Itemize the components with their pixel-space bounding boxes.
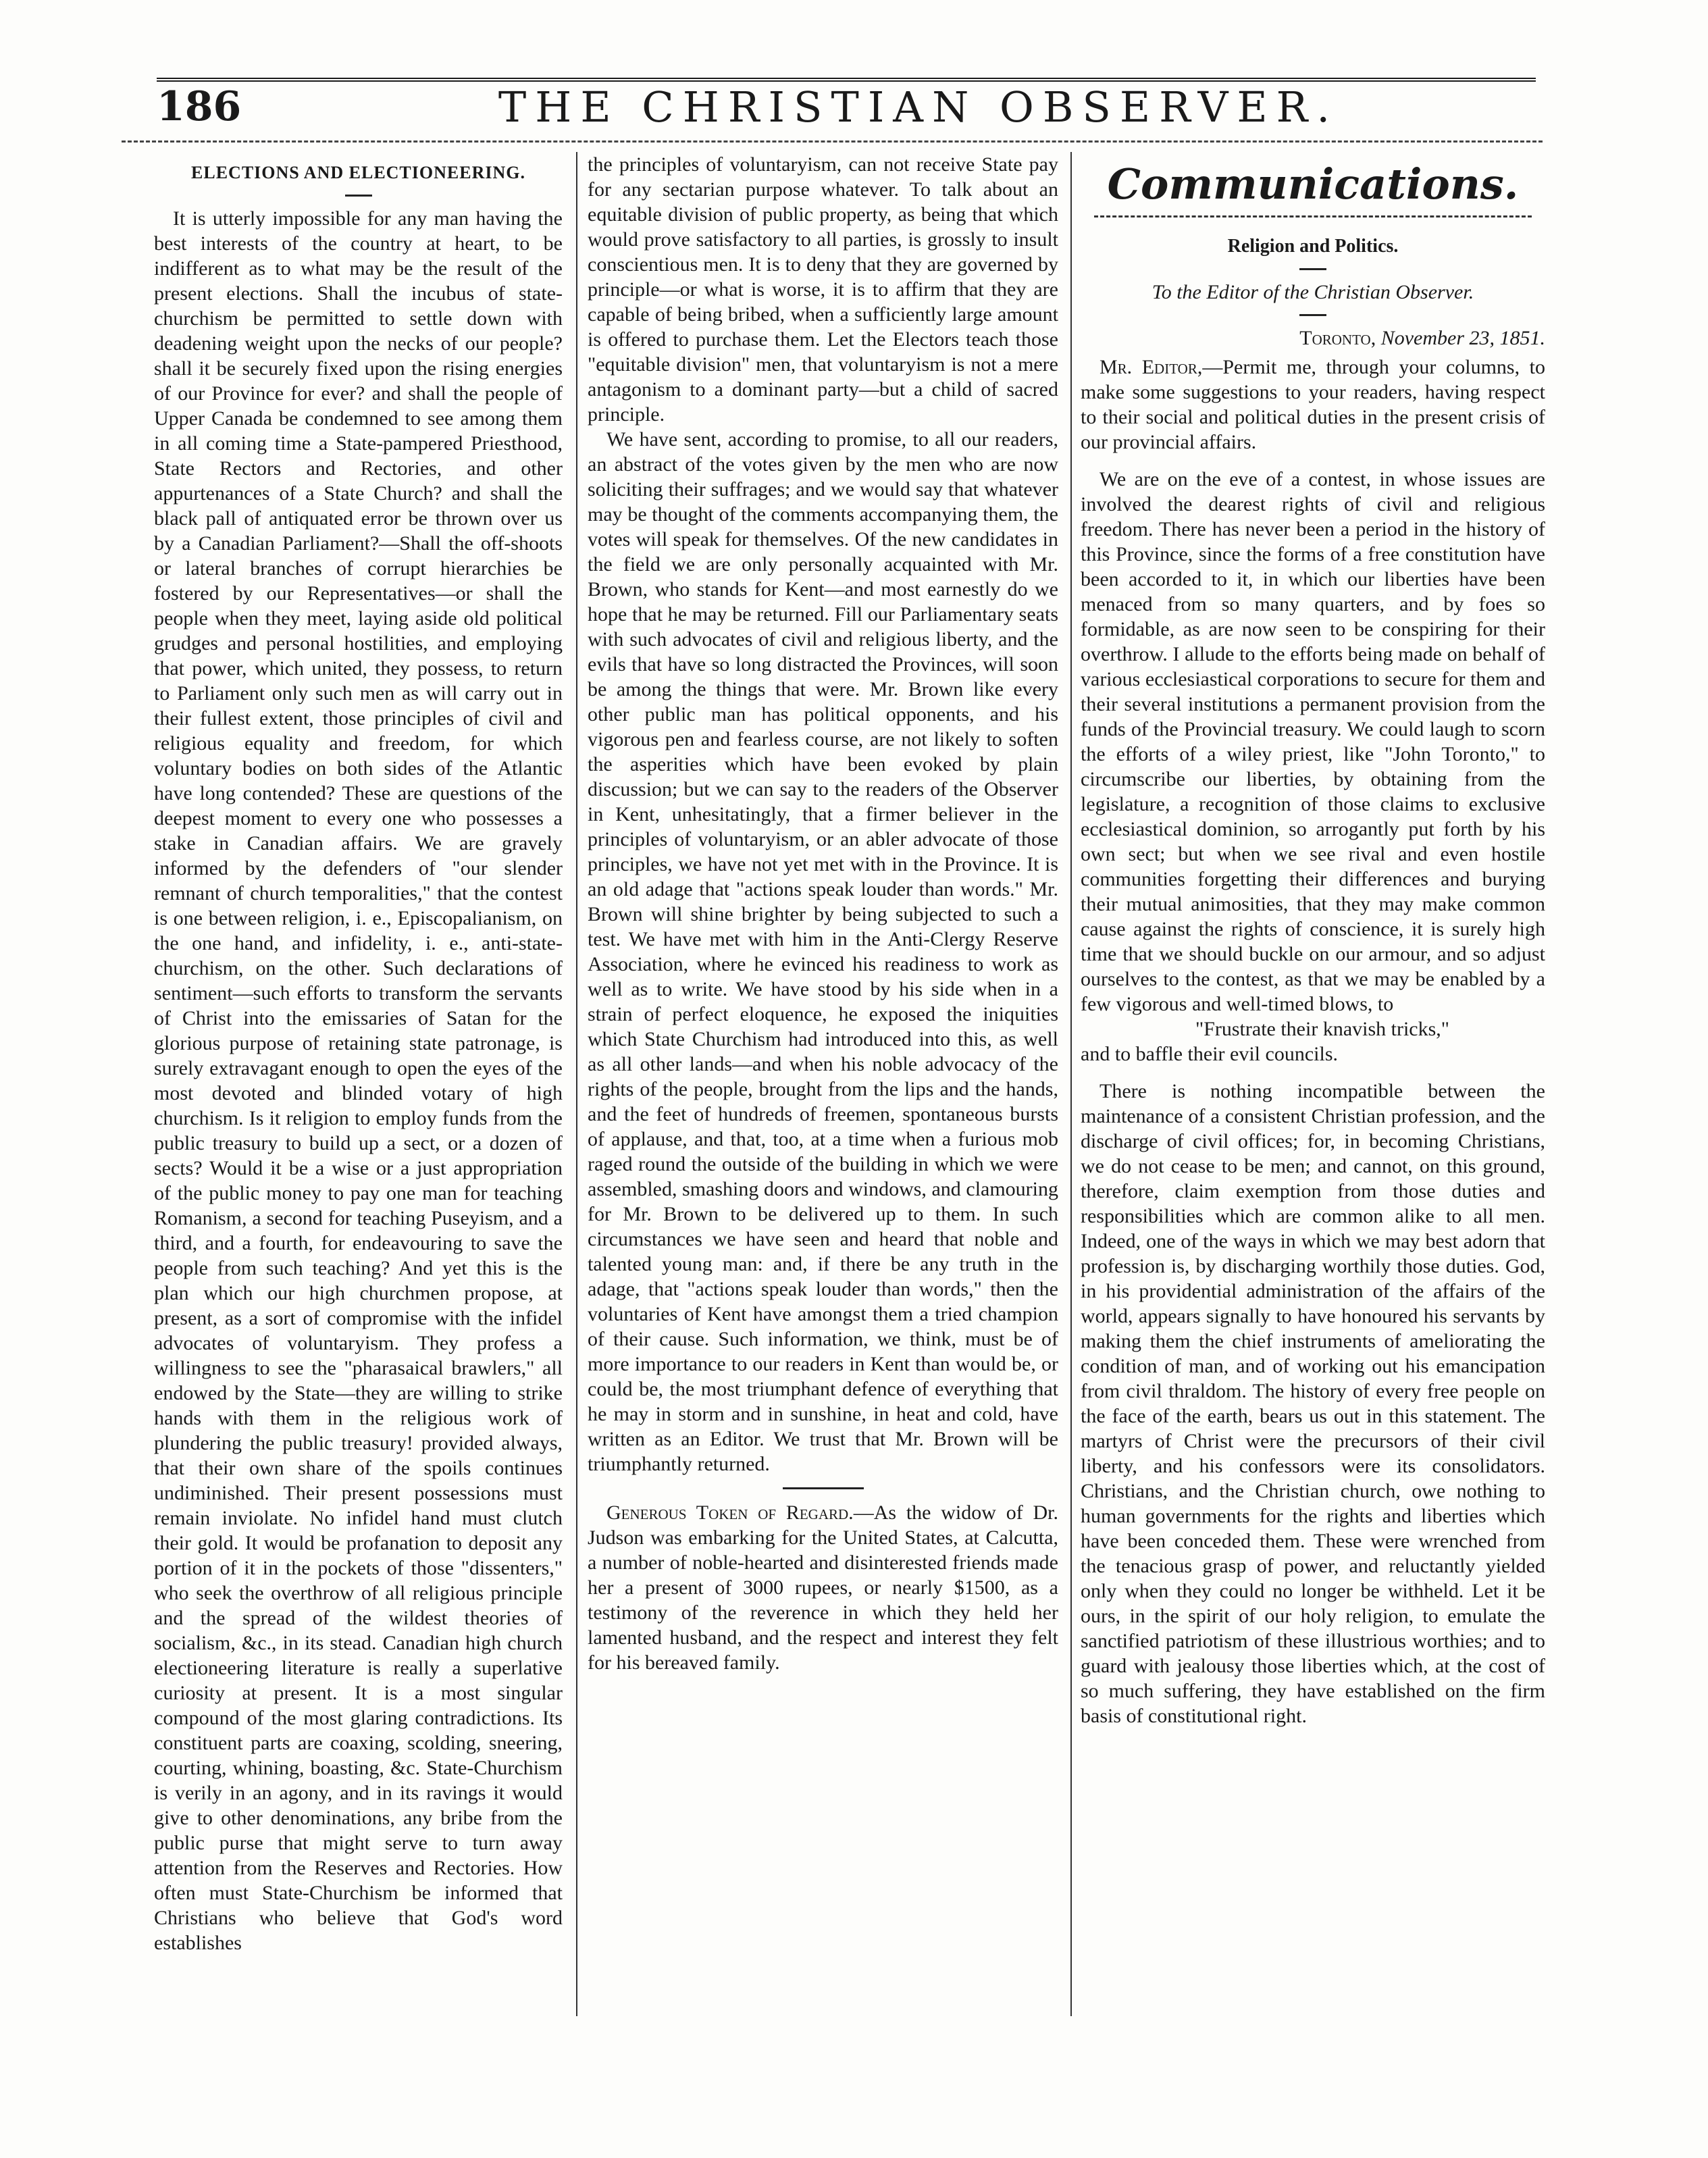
column-2 xyxy=(588,152,1058,2043)
article-title-elections: ELECTIONS AND ELECTIONEERING. xyxy=(191,163,525,182)
letter-paragraph-3: There is nothing incompatible between the maintenance of a consistent Christian profession, and the discharge of civil offices; for, in becoming Christians, we do not cease to be men; and cannot, on this ground, therefore, claim exemption from those duties and responsibilities which are common alike to all men. Indeed, one of the ways in which we may best adorn that profession is, by discharging worthily those duties. God, in his providential administration of the affairs of the world, appears signally to have honoured his servants by making them the chief instruments of ameliorating the condition of man, and of working out his emancipation from civil thraldom. The history of every free people on the face of the earth, bears us out in this statement. The martyrs of Christ were the precursors of their civil liberty, and his confessors were its consolidators. Christians, and the Christian church, owe nothing to human governments for the rights and liberties which have been conceded them. These were wrenched from the tenacious grasp of power, and reluctantly yielded only when they could no longer be withheld. Let it be ours, in the spirit of our holy religion, to emulate the sanctified patriotism of these illustrious worthies; and to guard with jealousy those liberties which, at the cost of so much suffering, they have established on the firm basis of constitutional right. xyxy=(1081,1080,1545,1727)
address-dash xyxy=(1299,314,1326,316)
paragraph-gap xyxy=(1081,455,1545,467)
letter-paragraph-2: We are on the eve of a contest, in whose issues are involved the dearest rights of civil and religious freedom. There has never been a period in the history of this Province, since the forms of a free constitution have been accorded to it, in which our liberties have been menaced from so many quarters, and by foes so formidable, as are now seen to be conspiring for their overthrow. I allude to the efforts being made on behalf of various ecclesiastical corporations to secure for them and their several institutions a permanent provision from the funds of the Provincial treasury. We could laugh to scorn the efforts of a wiley priest, like "John Toronto," to circumscribe our liberties, by obtaining from the legislature, a recognition of those claims to exclusive ecclesiastical dominion, so arrogantly put forth by his own sect; but when we see rival and even hostile communities forgetting their differences and burying their mutual animosities, that they may make common cause against the rights of conscience, it is surely high time that we should buckle on our armour, and so adjust ourselves to the contest, as that we may be enabled by a few vigorous and well-timed blows, to xyxy=(1081,468,1545,1015)
article-body-elections: It is utterly impossible for any man having the best interests of the country at heart, to be indifferent as to what may be the result of the present elections. Shall the incubus of state-churchism be permitted to settle down with deadening weight upon the necks of our people? shall it be securely fixed upon the rising energies of our Province for ever? and shall the people of Upper Canada be condemned to see among them in all coming time a State-pampered Priesthood, State Rectors and Rectories, and other appurtenances of a State Church? and shall the black pall of antiquated error be thrown over us by a Canadian Parliament?—Shall the off-shoots or lateral branches of corrupt hierarchies be fostered by our Representatives—or shall the people when they meet, laying aside old political grudges and personal hostilities, and employing that power, which united, they possess, to return to Parliament only such men as will carry out in their fullest extent, those principles of civil and religious equality and freedom, for which voluntary bodies on both sides of the Atlantic have long contended? These are questions of the deepest moment to every one who possesses a stake in Canadian affairs. We are gravely informed by the defenders of "our slender remnant of church temporalities," that the contest is one between religion, i. e., Episcopalianism, on the one hand, and infidelity, i. e., anti-state-churchism, on the other. Such declarations of sentiment—such efforts to transform the servants of Christ into the emissaries of Satan for the glorious purpose of retaining state patronage, is surely extravagant enough to open the eyes of the most devoted and blinded votary of high churchism. Is it religion to employ funds from the public treasury to build up a sect, or a dozen of sects? Would it be a wise or a just appropriation of the public money to pay one man for teaching Romanism, a second for teaching Puseyism, and a third, and a fourth, for endeavouring to save the people from such teaching? And yet this is the plan which our high churchmen propose, at present, as a sort of compromise with the infidel advocates of voluntaryism. They profess a willingness to see the "pharasaical brawlers," all endowed by the State—they are willing to strike hands with them in the religious work of plundering the public treasury! provided always, that their own share of the spoils continues undiminished. Their present possessions must remain inviolate. No infidel hand must clutch their gold. It would be profanation to deposit any portion of it in the pockets of those "dissenters," who seek the overthrow of all religious principle and the spread of the wildest theories of socialism, &c., in its stead. Canadian high church electioneering literature is really a superlative curiosity at present. It is a most singular compound of the most glaring contradictions. Its constituent parts are coaxing, scolding, sneering, courting, whining, boasting, &c. State-Churchism is verily in an agony, and in its ravings it would give to other denominations, any bribe from the public purse that might serve to turn away attention from the Reserves and Rectories. How often must State-Churchism be informed that Christians who believe that God's word establishes xyxy=(154,207,563,1954)
salutation-body: —Permit me, through your columns, to make some suggestions to your readers, having respect to their social and political duties in the present crisis of our provincial affairs. xyxy=(1081,356,1545,453)
letter-quote: "Frustrate their knavish tricks," xyxy=(1195,1018,1450,1040)
masthead: THE CHRISTIAN OBSERVER. xyxy=(498,82,1339,132)
article-continuation: the principles of voluntaryism, can not receive State pay for any sectarian purpose whatever. To talk about an equitable division of public property, as being that which would prove satisfactory to all parties, is grossly to insult conscientious men. It is to deny that they are governed by principle—or what is worse, it is to affirm that they are capable of being bribed, when a sufficiently large amount is offered to purchase them. Let the Electors teach those "equitable division" men, that voluntaryism is not a mere antagonism to a dominant party—but a child of sacred principle. xyxy=(588,153,1058,426)
paragraph-gap-2 xyxy=(1081,1067,1545,1079)
page-number: 186 xyxy=(157,83,242,130)
section-rule xyxy=(1094,215,1532,217)
header-rule xyxy=(122,140,1543,143)
subhead-dash xyxy=(1299,268,1326,270)
letter-dateline xyxy=(1081,326,1545,351)
letter-salutation-paragraph xyxy=(1081,355,1545,455)
letter-subhead: Religion and Politics. xyxy=(1227,236,1399,257)
column-divider-2 xyxy=(1070,152,1072,2016)
salutation: Mr. Editor, xyxy=(1099,356,1203,378)
article-separator xyxy=(783,1487,864,1489)
section-title-communications: Communications. xyxy=(1107,159,1519,209)
top-rule xyxy=(157,78,1536,82)
dateline-place: Toronto, xyxy=(1299,327,1376,349)
article-paragraph-brown: We have sent, according to promise, to all our readers, an abstract of the votes given by the men who are now soliciting their suffrages; and we would say that whatever may be thought of the comments accompanying them, the votes will speak for themselves. Of the new candidates in the field we are only personally acquainted with Mr. Brown, who stands for Kent—and most earnestly do we hope that he may be returned. Fill our Parliamentary seats with such advocates of civil and religious liberty, and the evils that have so long distracted the Provinces, will soon be among the things that were. Mr. Brown like every other public man has political opponents, and his vigorous pen and fearless course, are not likely to soften the asperities which have been evoked by plain discussion; but we can say to the readers of the Observer in Kent, unhesitatingly, that a firmer believer in the principles of voluntaryism, or an abler advocate of those principles, we have not yet met with in the Province. It is an old adage that "actions speak louder than words." Mr. Brown will shine brighter by being subjected to such a test. We have met with him in the Anti-Clergy Reserve Association, where he evinced his readiness to work as well as to write. We have stood by his side when in a strain of perfect eloquence, he exposed the iniquities which State Churchism had introduced into this, as well as all other lands—and when his noble advocacy of the rights of the people, brought from the lips and the hands, and the feet of hundreds of freemen, spontaneous bursts of applause, and that, too, at a time when a furious mob raged round the outside of the building in which we were assembled, smashing doors and windows, and clamouring for Mr. Brown to be delivered up to them. In such circumstances we have seen and heard that noble and talented young man: and, if there be any truth in the adage, that "actions speak louder than words," then the voluntaries of Kent have amongst them a tried champion of their cause. Such information, we think, must be of more importance to our readers in Kent than would be, or could be, the most triumphant defence of everything that he may in storm and in sunshine, in heat and cold, have written as an Editor. We trust that Mr. Brown will be triumphantly returned. xyxy=(588,428,1058,1475)
token-body: —As the widow of Dr. Judson was embarking for the United States, at Calcutta, a number of noble-hearted and disinterested friends made her a present of 3000 rupees, or nearly $1500, as a testimony of the reverence in which they held her lamented husband, and the respect and interest they felt for his bereaved family. xyxy=(588,1501,1058,1674)
column-3 xyxy=(1081,152,1545,2043)
dateline-date: November 23, 1851. xyxy=(1380,327,1545,349)
article-token-of-regard xyxy=(588,1500,1058,1675)
letter-paragraph-2-end: and to baffle their evil councils. xyxy=(1081,1043,1338,1065)
column-1 xyxy=(154,152,563,2043)
title-dash xyxy=(345,195,372,197)
column-divider-1 xyxy=(576,152,577,2016)
token-lead: Generous Token of Regard. xyxy=(606,1501,854,1524)
letter-address: To the Editor of the Christian Observer. xyxy=(1151,281,1474,303)
